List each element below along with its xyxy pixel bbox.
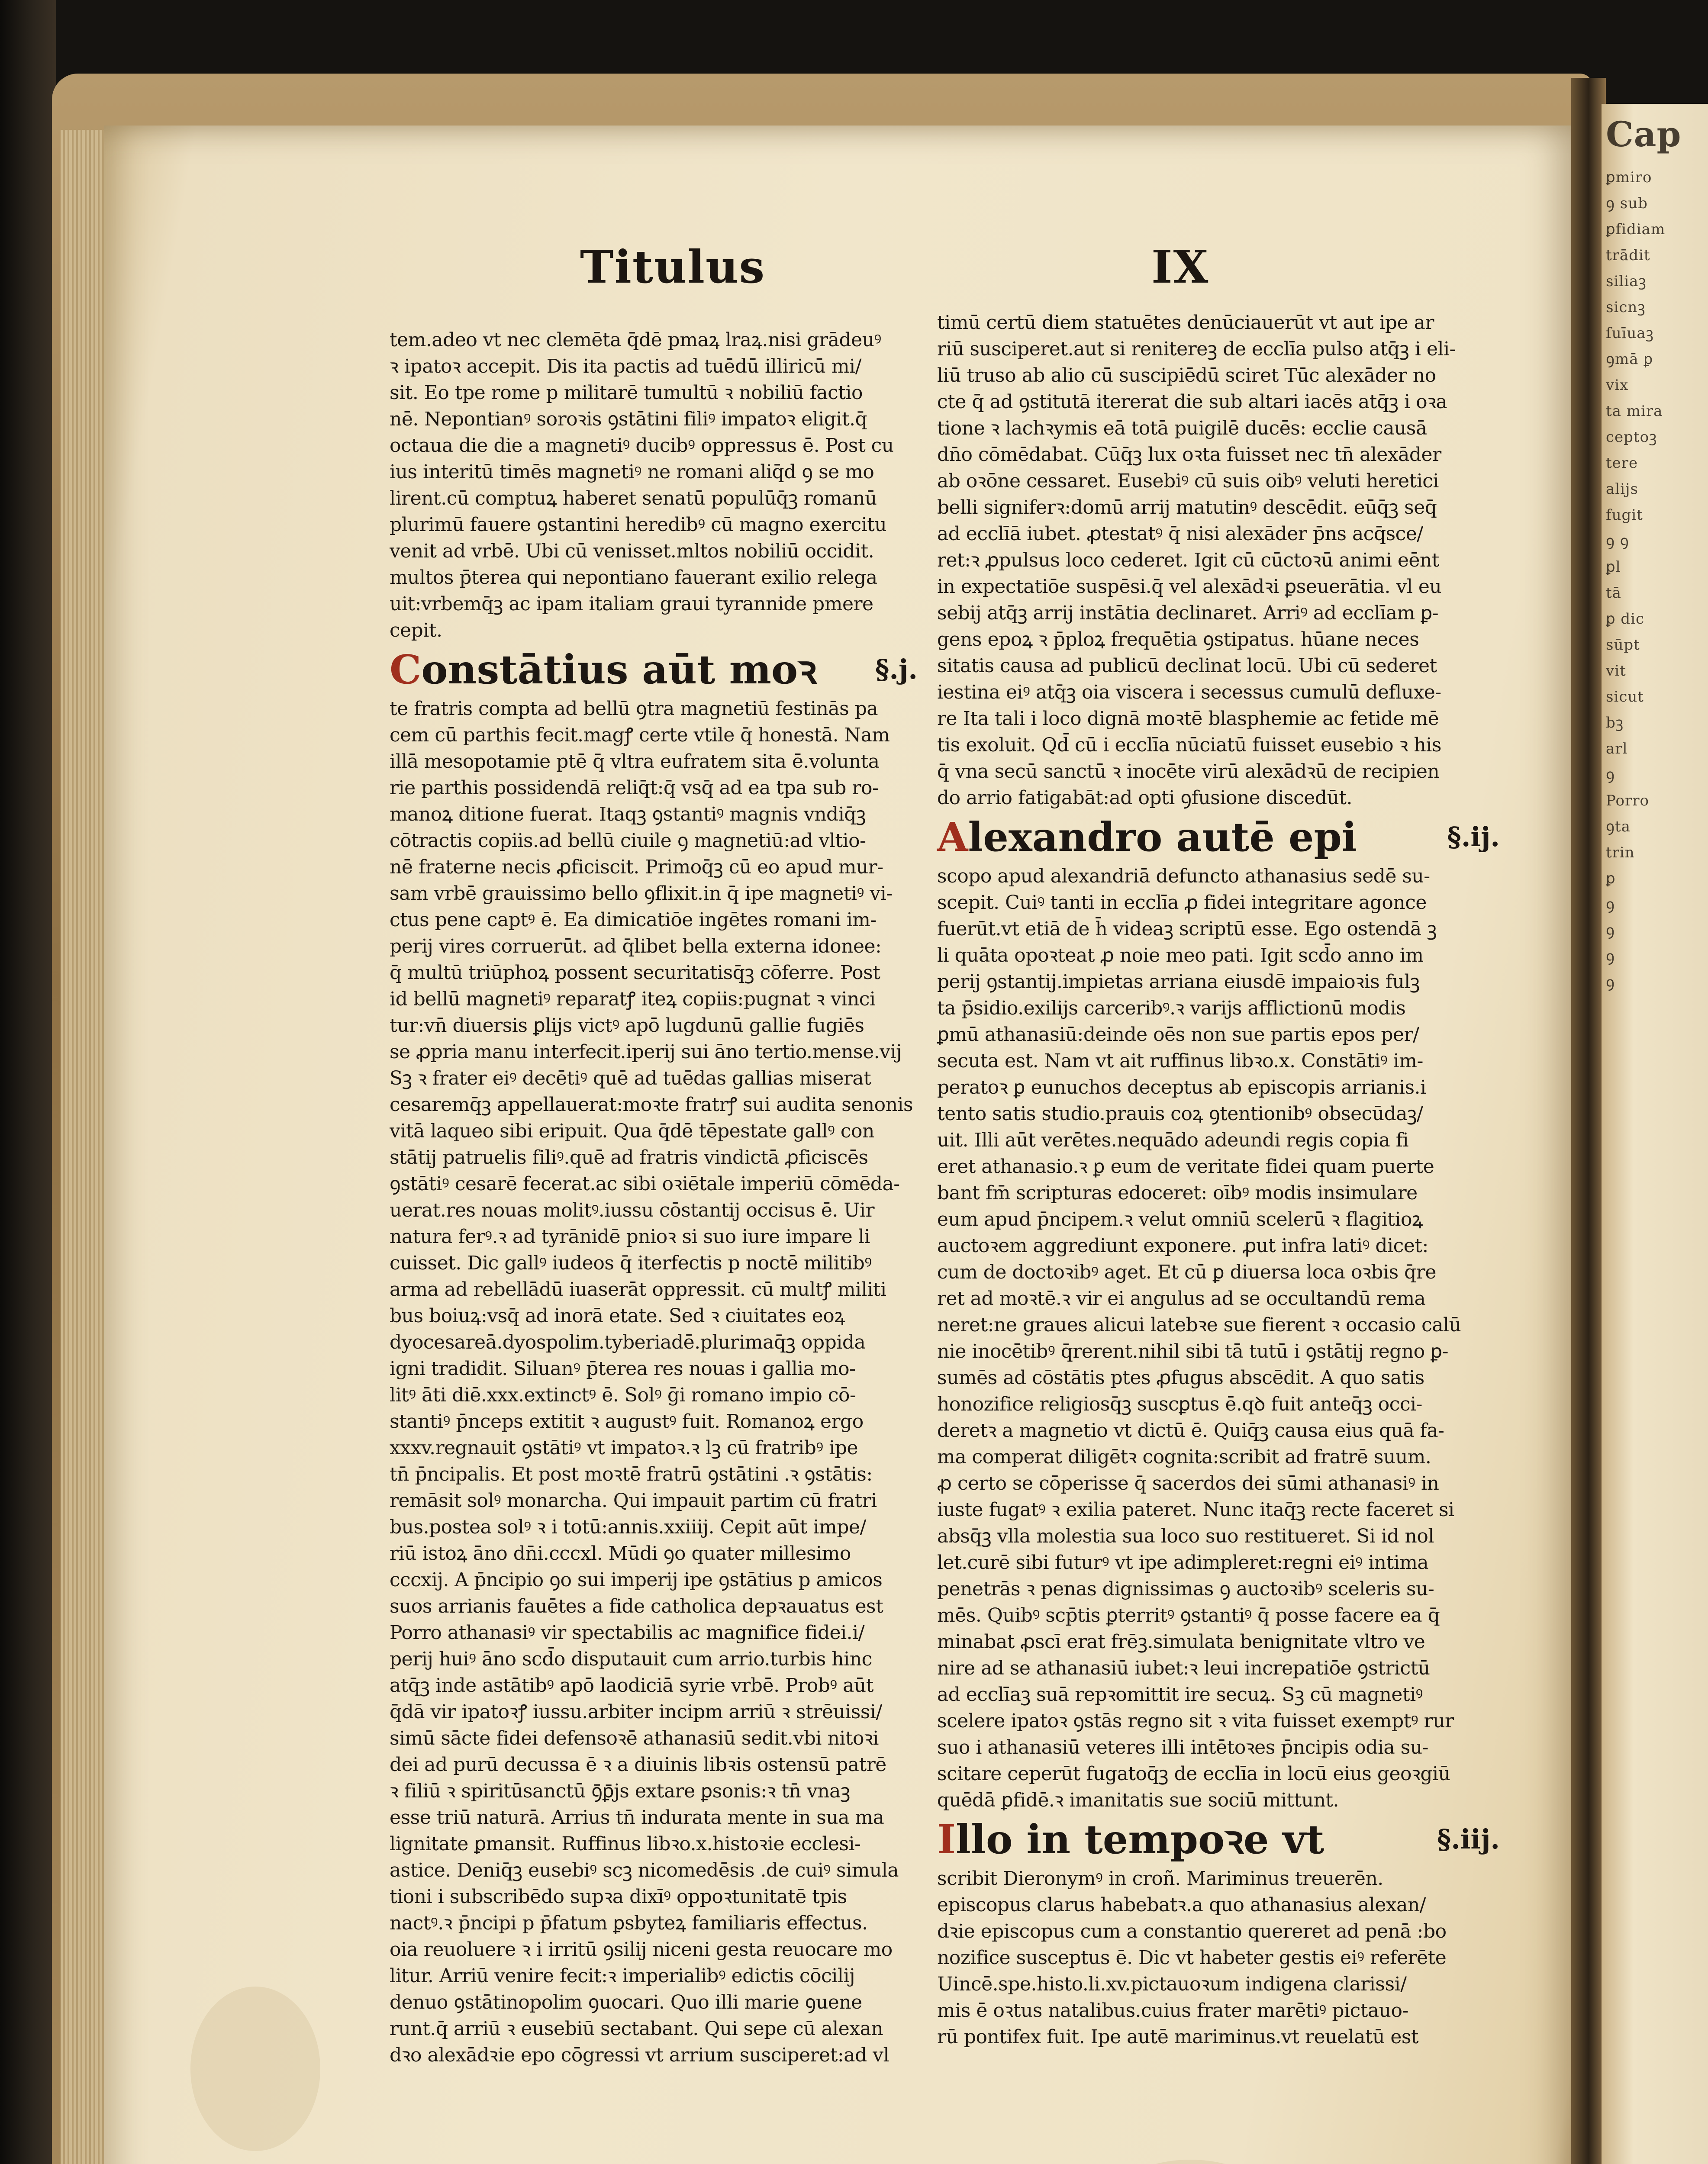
text-line: ꝯ bbox=[1606, 766, 1615, 783]
text-line: timū certū diem statuētes denūciauerūt vt aut ipe ar bbox=[937, 312, 1434, 334]
text-line: dyocesareā.dyospolim.tyberiadē.plurimaq̄ꝫ oppida bbox=[390, 1331, 866, 1353]
text-line: alijs bbox=[1606, 480, 1639, 498]
text-line: xxxv.regnauit ꝯstātiꝰ vt impatoꝛ.ꝛ lꝫ cū fratribꝰ ipe bbox=[390, 1437, 858, 1459]
section-mark: §.j. bbox=[875, 654, 918, 685]
text-line: nē. Nepontianꝰ soroꝛis ꝯstātini filiꝰ impatoꝛ eligit.q̄ bbox=[390, 408, 867, 430]
text-line: ta p̄sidio.exilijs carceribꝰ.ꝛ varijs afflictionū modis bbox=[937, 997, 1406, 1019]
text-line: arl bbox=[1606, 740, 1628, 757]
text-line: tn̄ p̄ncipalis. Et post moꝛtē fratrū ꝯstātini .ꝛ ꝯstātis: bbox=[390, 1463, 873, 1485]
text-line: absq̄ꝫ vlla molestia sua loco suo restitueret. Si id nol bbox=[937, 1525, 1434, 1547]
text-line: lignitate ꝑmansit. Ruffinus libꝛo.x.histoꝛie ecclesi- bbox=[390, 1833, 861, 1855]
text-line: uerat.res nouas molitꝰ.iussu cōstantij occisus ē. Uir bbox=[390, 1199, 875, 1221]
text-line: ma comperat diligētꝛ cognita:scribit ad fratrē suum. bbox=[937, 1446, 1431, 1468]
text-line: cepit. bbox=[390, 619, 442, 641]
text-line: dei ad purū decussa ē ꝛ a diuinis libꝛis ostensū patrē bbox=[390, 1754, 886, 1776]
text-line: q̄ vna secū sanctū ꝛ inocēte virū alexādꝛū de recipien bbox=[937, 760, 1440, 783]
text-line: tere bbox=[1606, 454, 1638, 472]
text-line: plurimū fauere ꝯstantini heredibꝰ cū magno exercitu bbox=[390, 514, 887, 536]
heading-text: llo in tempoꝛe vt bbox=[956, 1816, 1325, 1863]
text-line: oia reuoluere ꝛ i irritū ꝯsilij niceni gesta reuocare mo bbox=[390, 1939, 893, 1961]
running-head-left: Titulus bbox=[580, 240, 766, 293]
text-line: ꝯ bbox=[1606, 974, 1615, 991]
text-line: secuta est. Nam vt ait ruffinus libꝛo.x. Constātiꝰ im- bbox=[937, 1050, 1423, 1072]
text-line: simū sācte fidei defensoꝛē athanasiū sedit.vbi nitoꝛi bbox=[390, 1727, 879, 1749]
text-line: ad ecclīā iubet. ꝓtestatꝰ q̄ nisi alexāder p̄ns acq̄sce/ bbox=[937, 523, 1423, 545]
text-line: Porro athanasiꝰ vir spectabilis ac magnifice fidei.i/ bbox=[390, 1622, 865, 1644]
text-line: ꝯ bbox=[1606, 948, 1615, 965]
text-line: sam vrbē grauissimo bello ꝯflixit.in q̄ ipe magnetiꝰ vi- bbox=[390, 882, 893, 905]
text-line: sit. Eo tpe rome p militarē tumultū ꝛ nobiliū factio bbox=[390, 382, 863, 404]
text-line: bus boiuꝝ:vsq̄ ad inorā etate. Sed ꝛ ciuitates eoꝝ bbox=[390, 1305, 845, 1327]
text-line: id bellū magnetiꝰ reparatꝭ iteꝝ copiis:pugnat ꝛ vinci bbox=[390, 988, 876, 1010]
text-line: eum apud p̄ncipem.ꝛ velut omniū scelerū ꝛ flagitioꝝ bbox=[937, 1208, 1423, 1230]
left-column-text-2 bbox=[390, 696, 926, 2068]
text-line: do arrio fatigabāt:ad opti ꝯfusione discedūt. bbox=[937, 787, 1352, 809]
text-line: ꝯ ꝯ bbox=[1606, 532, 1629, 550]
right-column-text-2 bbox=[937, 863, 1508, 1813]
text-line: tioni i subscribēdo supꝛa dixīꝰ oppoꝛtunitatē tpis bbox=[390, 1886, 847, 1908]
text-line: octaua die die a magnetiꝰ ducibꝰ oppressus ē. Post cu bbox=[390, 435, 894, 457]
text-line: te fratris compta ad bellū ꝯtra magnetiū festinās pa bbox=[390, 698, 878, 720]
next-page-head: Cap bbox=[1606, 114, 1682, 155]
text-line: ꝑ dic bbox=[1606, 610, 1645, 628]
page-fore-edges bbox=[61, 130, 108, 2164]
text-line: re Ita tali i loco dignā moꝛtē blasphemie ac fetide mē bbox=[937, 708, 1439, 730]
text-line: bꝫ bbox=[1606, 714, 1624, 731]
text-line: scelere ipatoꝛ ꝯstās regno sit ꝛ vita fuisset exemptꝰ rur bbox=[937, 1710, 1454, 1732]
text-line: siliaꝫ bbox=[1606, 273, 1647, 290]
text-line: trādit bbox=[1606, 247, 1650, 264]
text-line: atq̄ꝫ inde astātibꝰ apō laodiciā syrie vrbē. Probꝰ aūt bbox=[390, 1675, 873, 1697]
text-line: iestina eiꝰ atq̄ꝫ oia viscera i secessus cumulū defluxe- bbox=[937, 681, 1441, 703]
text-line: ꝯta bbox=[1606, 818, 1631, 835]
section-heading-1 bbox=[390, 644, 926, 696]
text-line: Porro bbox=[1606, 792, 1649, 809]
text-line: lirent.cū comptuꝝ haberet senatū populūq̄ꝫ romanū bbox=[390, 487, 877, 509]
text-line: sitatis causa ad publicū declinat locū. Ubi cū sederet bbox=[937, 655, 1437, 677]
text-line: bus.postea solꝰ ꝛ i totū:annis.xxiiij. Cepit aūt impe/ bbox=[390, 1516, 866, 1538]
text-line: Sꝫ ꝛ frater eiꝰ decētiꝰ quē ad tuēdas gallias miserat bbox=[390, 1067, 871, 1089]
text-line: remāsit solꝰ monarcha. Qui impauit partim cū fratri bbox=[390, 1490, 877, 1512]
text-line: nactꝰ.ꝛ p̄ncipi p p̄fatum ꝑsbyteꝝ familiaris effectus. bbox=[390, 1912, 868, 1934]
text-line: nie inocētibꝰ q̄rerent.nihil sibi tā tutū i ꝯstātij regno ꝑ- bbox=[937, 1340, 1448, 1362]
text-line: nozifice susceptus ē. Dic vt habeter gestis eiꝰ referēte bbox=[937, 1947, 1447, 1969]
text-line: nē fraterne necis ꝓficiscit. Primoq̄ꝫ cū eo apud mur- bbox=[390, 856, 883, 878]
text-line: ꝑ bbox=[1606, 870, 1616, 887]
rubric-initial: C bbox=[390, 646, 422, 693]
text-line: scepit. Cuiꝰ tanti in ecclīa ꝓ fidei integritare agonce bbox=[937, 892, 1427, 914]
text-line: minabat ꝓscī erat frēꝫ.simulata benignitate vltro ve bbox=[937, 1631, 1425, 1653]
text-line: cuisset. Dic gallꝰ iudeos q̄ iterfectis p noctē militibꝰ bbox=[390, 1252, 872, 1274]
text-line: cem cū parthis fecit.magꝭ certe vtile q̄ honestā. Nam bbox=[390, 724, 890, 746]
text-line: ꝑmiro bbox=[1606, 169, 1652, 186]
text-line: riū istoꝝ āno dn̄i.cccxl. Mūdi ꝯo quater millesimo bbox=[390, 1542, 851, 1565]
text-line: perij vires corruerūt. ad q̄libet bella externa idonee: bbox=[390, 935, 882, 957]
text-line: deretꝛ a magnetio vt dictū ē. Quiq̄ꝫ causa eius quā fa- bbox=[937, 1420, 1444, 1442]
text-line: iuste fugatꝰ ꝛ exilia pateret. Nunc itaq̄ꝫ recte faceret si bbox=[937, 1499, 1454, 1521]
text-line: sebij atq̄ꝫ arrij instātia declinaret. Arriꝰ ad ecclīam ꝑ- bbox=[937, 602, 1439, 624]
text-line: liū truso ab alio cū suscipiēdū sciret Tūc alexāder no bbox=[937, 364, 1436, 386]
text-line: cōtractis copiis.ad bellū ciuile ꝯ magnetiū:ad vltio- bbox=[390, 830, 866, 852]
text-line: li quāta opoꝛteat ꝓ noie meo pati. Igit scd̄o anno im bbox=[937, 944, 1424, 966]
text-line: mis ē oꝛtus natalibus.cuius frater marētiꝰ pictauo- bbox=[937, 2000, 1408, 2022]
text-line: eret athanasio.ꝛ ꝑ eum de veritate fidei quam puerte bbox=[937, 1156, 1434, 1178]
text-line: belli signiferꝛ:domū arrij matutinꝰ descēdit. eūq̄ꝫ seq̄ bbox=[937, 496, 1437, 518]
text-line: episcopus clarus habebatꝛ.a quo athanasius alexan/ bbox=[937, 1894, 1426, 1916]
text-line: q̄dā vir ipatoꝛꝭ iussu.arbiter incipm arriū ꝛ strēuissi/ bbox=[390, 1701, 882, 1723]
text-line: rie parthis possidendā reliq̄t:q̄ vsq̄ ad ea tpa sub ro- bbox=[390, 777, 879, 799]
right-column bbox=[937, 309, 1508, 2050]
text-line: igni tradidit. Siluanꝰ p̄terea res nouas i gallia mo- bbox=[390, 1358, 856, 1380]
text-line: perij ꝯstantij.impietas arriana eiusdē impaioꝛis fulꝫ bbox=[937, 971, 1420, 993]
section-heading-3 bbox=[937, 1813, 1508, 1865]
text-line: tem.adeo vt nec clemēta q̄dē pmaꝝ lraꝝ.nisi grādeuꝰ bbox=[390, 329, 881, 351]
text-line: dꝛie episcopus cum a constantio quereret ad penā :bo bbox=[937, 1920, 1447, 1942]
rubric-initial: I bbox=[937, 1816, 956, 1863]
text-line: ꝑfidiam bbox=[1606, 221, 1666, 238]
section-mark: §.iij. bbox=[1437, 1823, 1500, 1855]
text-line: ꝯ bbox=[1606, 896, 1615, 913]
text-line: denuo ꝯstātinopolim ꝯuocari. Quo illi marie ꝯuene bbox=[390, 1991, 862, 2013]
book-gutter bbox=[1571, 78, 1606, 2164]
text-line: q̄ multū triūphoꝝ possent securitatisq̄ꝫ cōferre. Post bbox=[390, 962, 880, 984]
text-line: quēdā ꝑfidē.ꝛ imanitatis sue sociū mittunt. bbox=[937, 1789, 1339, 1811]
text-line: tione ꝛ lachꝛymis eā totā puigilē ducēs: ecclie causā bbox=[937, 417, 1427, 439]
text-line: rū pontifex fuit. Ipe autē mariminus.vt reuelatū est bbox=[937, 2026, 1419, 2048]
text-line: litꝰ āti diē.xxx.extinctꝰ ē. Solꝰ ḡi romano impio cō- bbox=[390, 1384, 856, 1406]
text-line: perij huiꝰ āno scd̄o disputauit cum arrio.turbis hinc bbox=[390, 1648, 872, 1670]
heading-text: lexandro autē epi bbox=[968, 814, 1357, 860]
text-line: nire ad se athanasiū iubet:ꝛ leui increpatiōe ꝯstrictū bbox=[937, 1657, 1430, 1679]
text-line: illā mesopotamie ptē q̄ vltra eufratem sita ē.volunta bbox=[390, 750, 880, 773]
text-line: se ꝓpria manu interfecit.iperij sui āno tertio.mense.vij bbox=[390, 1041, 902, 1063]
text-line: riū susciperet.aut si renitereꝫ de ecclīa pulso atq̄ꝫ i eli- bbox=[937, 338, 1456, 360]
text-line: ꝓ certo se cōperisse q̄ sacerdos dei sūmi athanasiꝰ in bbox=[937, 1472, 1439, 1494]
right-column-text-1 bbox=[937, 309, 1508, 811]
text-line: penetrās ꝛ penas dignissimas ꝯ auctoꝛibꝰ sceleris su- bbox=[937, 1578, 1434, 1600]
text-line: manoꝝ ditione fuerat. Itaqꝫ ꝯstantiꝰ magnis vndiq̄ꝫ bbox=[390, 803, 866, 825]
text-line: peratoꝛ ꝑ eunuchos deceptus ab episcopis arrianis.i bbox=[937, 1076, 1426, 1098]
text-line: ꝯ bbox=[1606, 922, 1615, 939]
text-line: dn̄o cōmēdabat. Cūq̄ꝫ lux oꝛta fuisset nec tn̄ alexāder bbox=[937, 444, 1441, 466]
text-line: stātij patruelis filiꝰ.quē ad fratris vindictā ꝓficiscēs bbox=[390, 1146, 868, 1169]
text-line: scitare ceperūt fugatoq̄ꝫ de ecclīa in locū eius geoꝛgiū bbox=[937, 1763, 1450, 1785]
text-line: arma ad rebellādū iuaserāt oppressit. cū multꝭ militi bbox=[390, 1278, 886, 1301]
text-line: ꝛ filiū ꝛ spiritūsanctū ꝯ̄ꝑ̄js extare ꝑsonis:ꝛ tn̄ vnaꝫ bbox=[390, 1780, 850, 1802]
text-line: ius interitū timēs magnetiꝰ ne romani aliq̄d ꝯ se mo bbox=[390, 461, 874, 483]
text-line: venit ad vrbē. Ubi cū venisset.mltos nobiliū occidit. bbox=[390, 540, 874, 562]
text-line: cesaremq̄ꝫ appellauerat:moꝛte fratrꝭ sui audita senonis bbox=[390, 1094, 913, 1116]
text-line: ꝑmū athanasiū:deinde oēs non sue partis epos per/ bbox=[937, 1024, 1419, 1046]
text-line: tur:vn̄ diuersis ꝑlijs victꝰ apō lugdunū gallie fugiēs bbox=[390, 1014, 864, 1037]
text-line: ab oꝛōne cessaret. Eusebiꝰ cū suis oibꝰ veluti heretici bbox=[937, 470, 1439, 492]
text-line: ꝯ sub bbox=[1606, 195, 1648, 212]
text-line: sicnꝫ bbox=[1606, 299, 1646, 316]
text-line: sūpt bbox=[1606, 636, 1640, 654]
running-head-right: IX bbox=[1151, 240, 1209, 293]
text-line: let.curē sibi futurꝰ vt ipe adimpleret:regni eiꝰ intima bbox=[937, 1552, 1429, 1574]
text-line: auctoꝛem aggrediunt exponere. ꝓut infra latiꝰ dicet: bbox=[937, 1235, 1428, 1257]
text-line: Uincē.spe.histo.li.xv.pictauoꝛum indigena clarissi/ bbox=[937, 1973, 1407, 1995]
text-line: ceptoꝫ bbox=[1606, 428, 1657, 446]
text-line: vitā laqueo sibi eripuit. Qua q̄dē tēpestate gallꝰ con bbox=[390, 1120, 874, 1142]
text-line: gens epoꝝ ꝛ p̄ploꝝ frequētia ꝯstipatus. hūane neces bbox=[937, 628, 1419, 650]
text-line: tis exoluit. Qd̄ cū i ecclīa nūciatū fuisset eusebio ꝛ his bbox=[937, 734, 1441, 756]
text-line: neret:ne graues alicui latebꝛe sue fierent ꝛ occasio calū bbox=[937, 1314, 1461, 1336]
text-line: cum de doctoꝛibꝰ aget. Et cū ꝑ diuersa loca oꝛbis q̄re bbox=[937, 1261, 1436, 1283]
text-line: tento satis studio.prauis coꝝ ꝯtentionibꝰ obsecūdaꝫ/ bbox=[937, 1103, 1423, 1125]
text-line: esse triū naturā. Arrius tn̄ indurata mente in sua ma bbox=[390, 1807, 884, 1829]
text-line: cccxij. A p̄ncipio ꝯo sui imperij ipe ꝯstātius p amicos bbox=[390, 1569, 883, 1591]
heading-text: onstātius aūt moꝛ bbox=[421, 646, 817, 693]
next-page-edge bbox=[1602, 104, 1708, 2164]
text-line: ctus pene captꝰ ē. Ea dimicatiōe ingētes romani im- bbox=[390, 909, 877, 931]
text-line: ad ecclīaꝫ suā repꝛomittit ire secuꝝ. Sꝫ cū magnetiꝰ bbox=[937, 1684, 1423, 1706]
text-line: scopo apud alexandriā defuncto athanasius sedē su- bbox=[937, 865, 1430, 887]
text-line: suo i athanasiū veteres illi intētoꝛes p̄ncipis odia su- bbox=[937, 1736, 1429, 1758]
text-line: uit. Illi aūt verētes.nequādo adeundi regis copia fi bbox=[937, 1129, 1409, 1151]
text-line: honozifice religiosq̄ꝫ suscꝑtus ē.qꝺ fuit anteq̄ꝫ occi- bbox=[937, 1393, 1422, 1415]
text-line: fuerūt.vt etiā de h̄ videaꝫ scriptū esse. Ego ostendā ꝫ bbox=[937, 918, 1437, 940]
text-line: natura ferꝰ.ꝛ ad tyrānidē pnioꝛ si suo iure impare li bbox=[390, 1226, 870, 1248]
text-line: trin bbox=[1606, 844, 1635, 861]
text-line: stantiꝰ p̄nceps extitit ꝛ augustꝰ fuit. Romanoꝝ ergo bbox=[390, 1410, 864, 1433]
text-line: vit bbox=[1606, 662, 1626, 679]
text-line: multos p̄terea qui nepontiano fauerant exilio relega bbox=[390, 567, 877, 589]
paper-stain bbox=[1099, 2160, 1281, 2164]
right-column-text-3 bbox=[937, 1865, 1508, 2050]
background-left bbox=[0, 0, 56, 2164]
left-column bbox=[390, 327, 926, 2068]
text-line: cte q̄ ad ꝯstitutā itererat die sub altari iacēs atq̄ꝫ i oꝛa bbox=[937, 391, 1447, 413]
text-line: uit:vrbemq̄ꝫ ac ipam italiam graui tyrannide pmere bbox=[390, 593, 873, 615]
text-line: in expectatiōe suspēsi.q̄ vel alexādꝛi ꝑseuerātia. vl eu bbox=[937, 576, 1442, 598]
text-line: mēs. Quibꝰ scp̄tis ꝑterritꝰ ꝯstantiꝰ q̄ posse facere ea q̄ bbox=[937, 1604, 1440, 1626]
text-line: ꝯmā ꝑ bbox=[1606, 351, 1653, 368]
rubric-initial: A bbox=[937, 814, 968, 860]
text-line: ꝛ ipatoꝛ accepit. Dis ita pactis ad tuēdū illiricū mi/ bbox=[390, 355, 861, 377]
section-heading-2 bbox=[937, 811, 1508, 863]
text-line: suos arrianis fauētes a fide catholica depꝛauatus est bbox=[390, 1595, 883, 1617]
text-line: ta mira bbox=[1606, 403, 1663, 420]
section-mark: §.ij. bbox=[1447, 821, 1500, 853]
text-line: scribit Dieronymꝰ in croñ. Mariminus treuerēn. bbox=[937, 1868, 1383, 1890]
left-column-text-1 bbox=[390, 327, 926, 644]
text-line: runt.q̄ arriū ꝛ eusebiū sectabant. Qui sepe cū alexan bbox=[390, 2018, 883, 2040]
text-line: ſuīuaꝫ bbox=[1606, 325, 1654, 342]
text-line: ꝑl bbox=[1606, 558, 1621, 576]
text-line: dꝛo alexādꝛie epo cōgressi vt arrium susciperet:ad vl bbox=[390, 2044, 889, 2066]
text-line: ret ad moꝛtē.ꝛ vir ei angulus ad se occultandū rema bbox=[937, 1288, 1426, 1310]
text-line: bant fm̄ scripturas edoceret: oībꝰ modis insimulare bbox=[937, 1182, 1418, 1204]
next-page-lines bbox=[1602, 164, 1708, 995]
text-line: fugit bbox=[1606, 506, 1643, 524]
text-line: sicut bbox=[1606, 688, 1644, 705]
text-line: astice. Deniq̄ꝫ eusebiꝰ scꝫ nicomedēsis .de cuiꝰ simula bbox=[390, 1859, 899, 1881]
text-line: sumēs ad cōstātis ptes ꝓfugus abscēdit. A quo satis bbox=[937, 1367, 1424, 1389]
text-line: vix bbox=[1606, 377, 1629, 394]
text-line: litur. Arriū venire fecit:ꝛ imperialibꝰ edictis cōcilij bbox=[390, 1965, 855, 1987]
text-line: ꝯstātiꝰ cesarē fecerat.ac sibi oꝛiētale imperiū cōmēda- bbox=[390, 1173, 900, 1195]
text-line: ret:ꝛ ꝓpulsus loco cederet. Igit cū cūctoꝛū animi eēnt bbox=[937, 549, 1439, 571]
paper-stain bbox=[190, 1987, 320, 2151]
text-line: tā bbox=[1606, 584, 1621, 602]
